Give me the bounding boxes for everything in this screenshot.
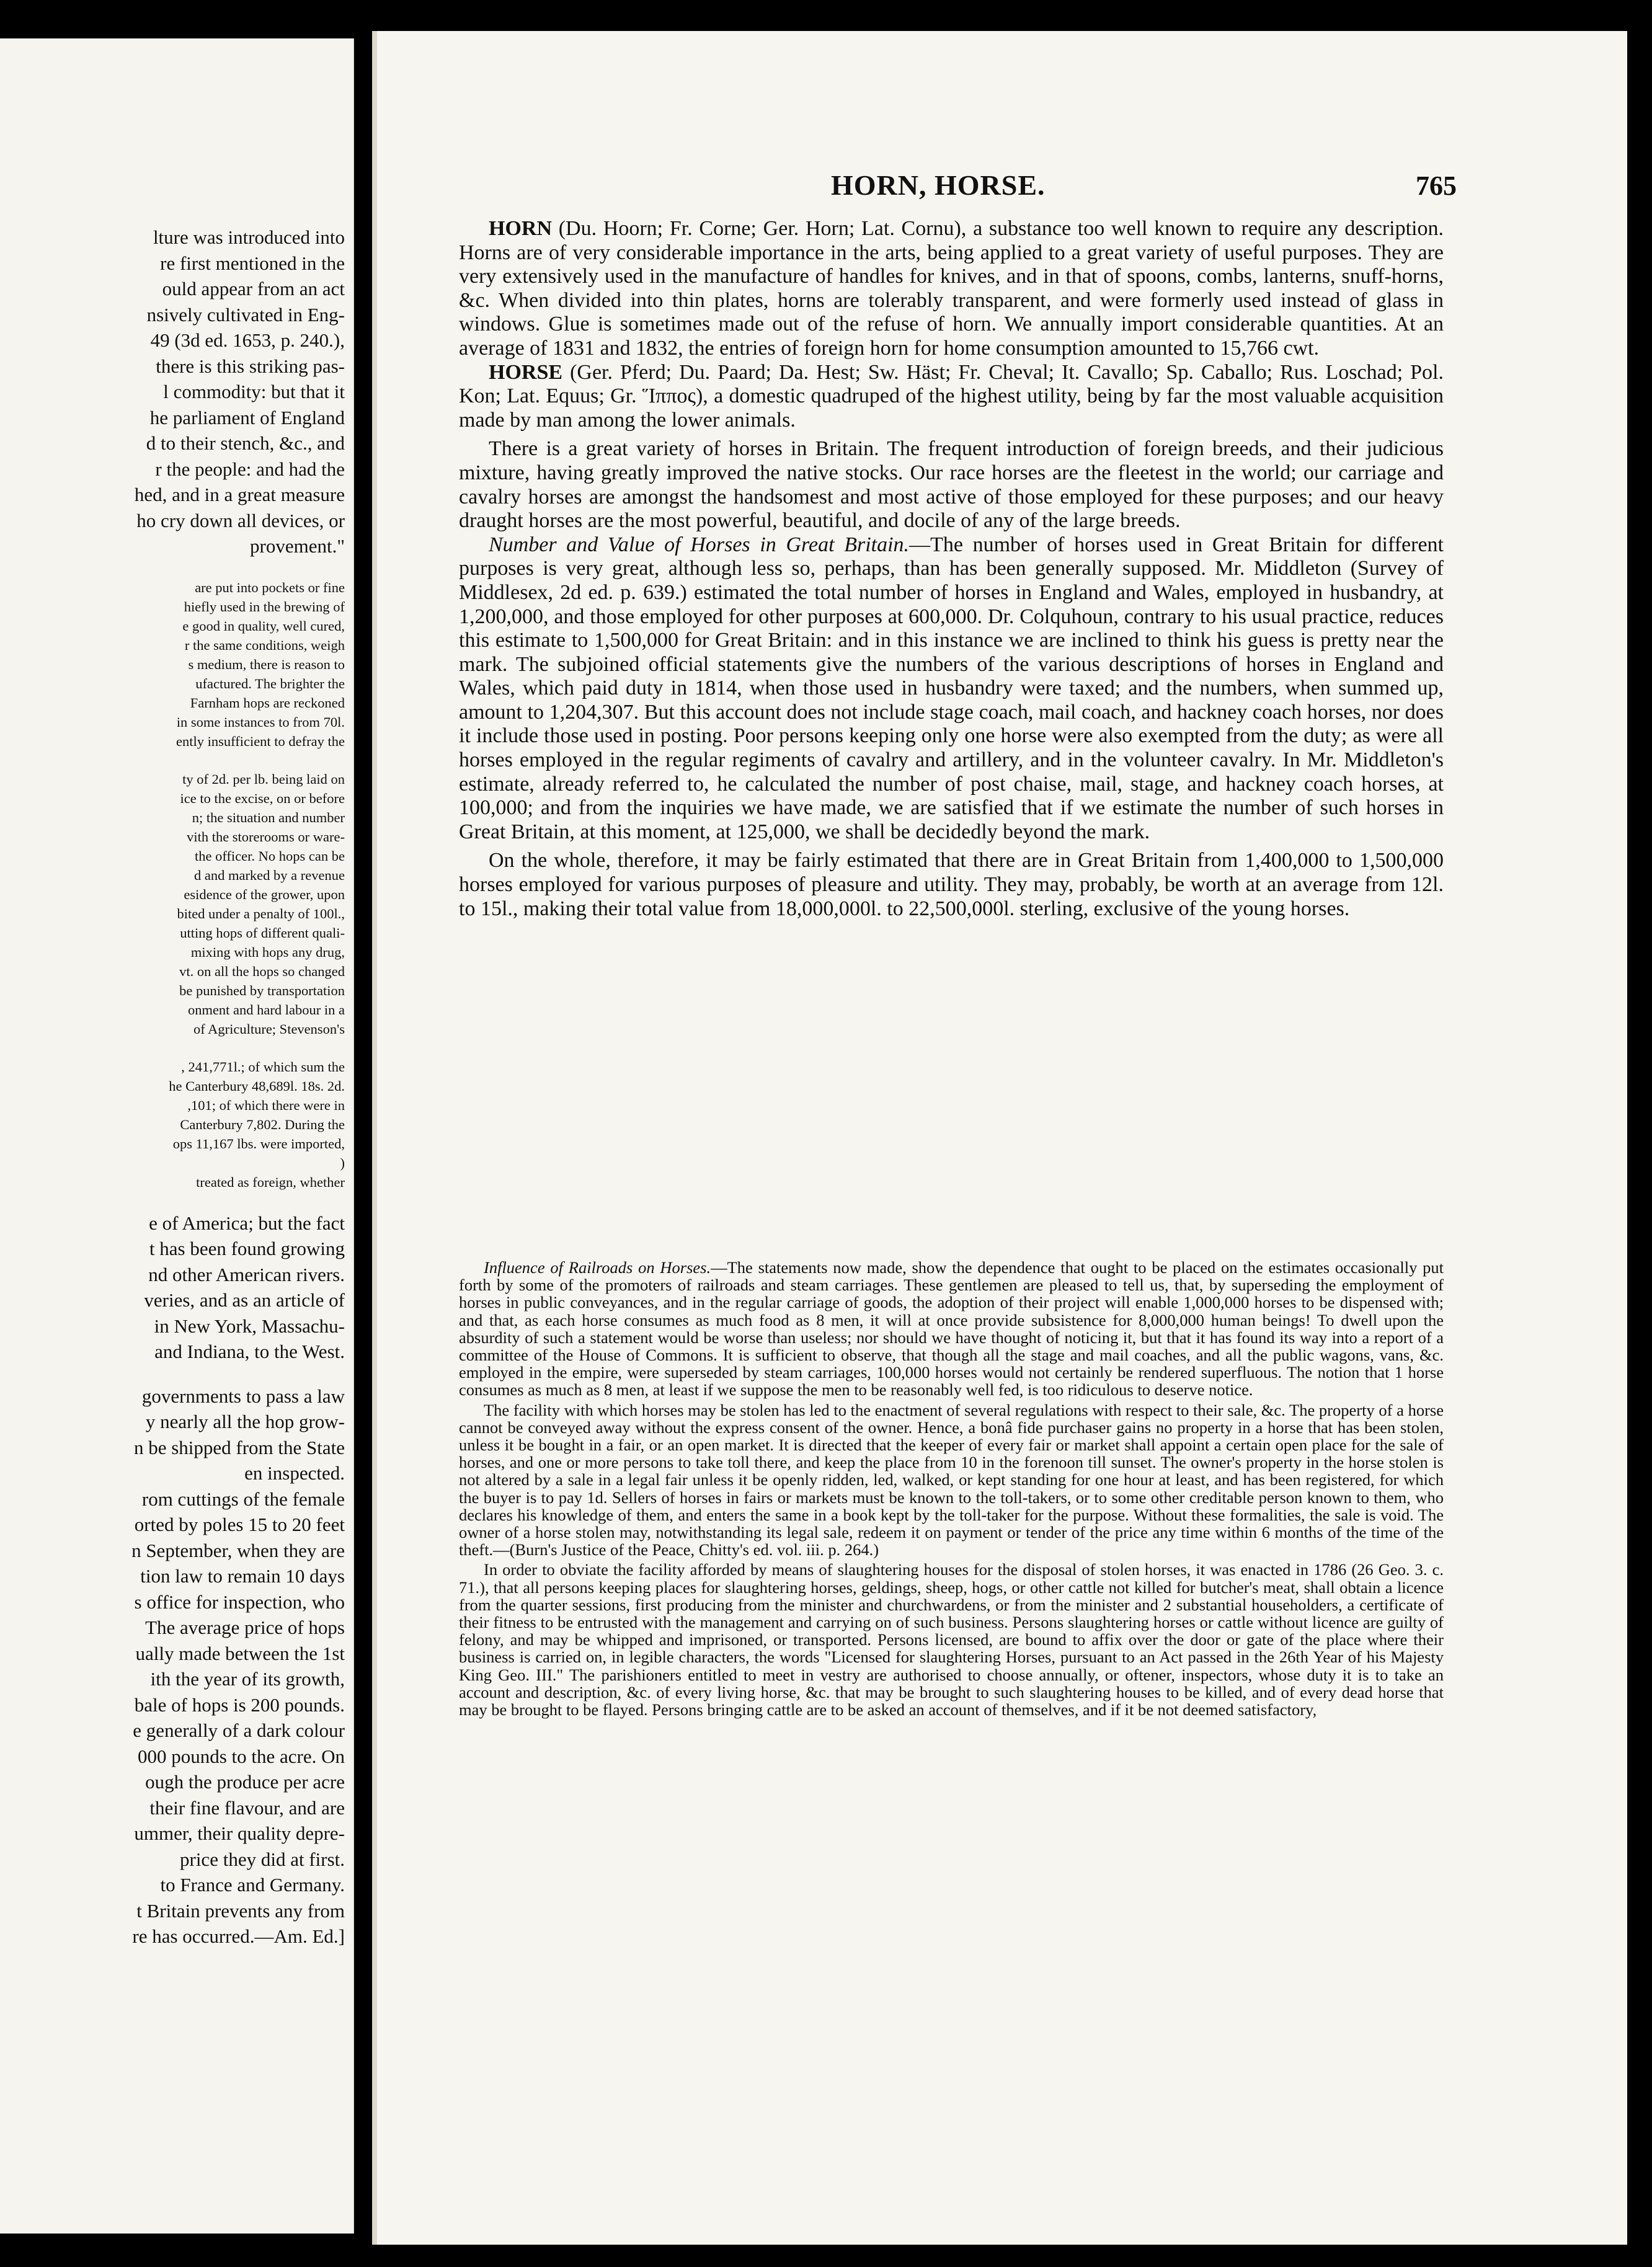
left-page-line: vith the storerooms or ware- — [187, 828, 345, 845]
left-page-line: re first mentioned in the — [160, 252, 345, 274]
left-page-line: ,101; of which there were in — [187, 1097, 345, 1113]
horn-text: (Du. Hoorn; Fr. Corne; Ger. Horn; Lat. Cornu), a substance too well known to require any description. Horns are of very considerable importance in the arts, being applied to a great variety of useful purposes. They are very extensively used in the manufacture of handles for knives, and in that of spoons, combs, lanterns, snuff-horns, &c. When divided into thin plates, horns are tolerably transparent, and were formerly used instead of glass in windows. Glue is sometimes made out of the refuse of horn. We annually import considerable quantities. At an average of 1831 and 1832, the entries of foreign horn for home consumption amounted to 15,766 cwt. — [459, 217, 1444, 360]
left-page-line: r the people: and had the — [155, 458, 345, 480]
left-page-line: veries, and as an article of — [144, 1289, 345, 1311]
left-page-line: ough the produce per acre — [145, 1771, 345, 1793]
left-page-line: ty of 2d. per lb. being laid on — [182, 771, 345, 787]
left-page-line: orted by poles 15 to 20 feet — [134, 1514, 345, 1535]
left-page-line: d and marked by a revenue — [193, 867, 345, 883]
left-page-line: 49 (3d ed. 1653, p. 240.), — [150, 329, 345, 351]
left-page-line: r the same conditions, weigh — [184, 637, 345, 653]
left-page-line: are put into pockets or fine — [195, 579, 345, 595]
left-page-line: utting hops of different quali- — [180, 925, 345, 941]
left-page-text — [0, 224, 345, 1950]
page-number: 765 — [1416, 171, 1457, 201]
horse-text: (Ger. Pferd; Du. Paard; Da. Hest; Sw. Häst; Fr. Cheval; It. Cavallo; Sp. Caballo; Rus. Loschad; Pol. Kon; Lat. Equus; Gr. Ἵππος), a domestic quadruped of the highest utility, being by far the most valuable acquisition made by man among the lower animals. — [459, 360, 1444, 432]
left-block-2 — [0, 578, 345, 751]
left-page-line: provement." — [250, 535, 345, 557]
left-page-line: ently insufficient to defray the — [176, 733, 345, 749]
left-page-line: hiefly used in the brewing of — [184, 598, 345, 614]
left-page-line: ould appear from an act — [162, 278, 345, 299]
left-page-line: ith the year of its growth, — [150, 1668, 345, 1690]
left-block-1 — [0, 224, 345, 559]
left-page-line: d to their stench, &c., and — [146, 432, 345, 454]
left-page-line: bited under a penalty of 100l., — [177, 905, 345, 921]
left-page-line: l commodity: but that it — [163, 381, 345, 402]
left-page-line: in New York, Massachu- — [154, 1315, 345, 1337]
left-page-line: lture was introduced into — [153, 226, 345, 248]
left-page-line: s medium, there is reason to — [188, 656, 345, 672]
left-page-line: ually made between the 1st — [135, 1642, 345, 1664]
left-page-line: nsively cultivated in Eng- — [146, 303, 345, 326]
left-page-line: he parliament of England — [149, 406, 345, 428]
left-block-6 — [0, 1383, 345, 1950]
left-page-line: 000 pounds to the acre. On — [137, 1745, 345, 1767]
left-page-line: , 241,771l.; of which sum the — [181, 1058, 345, 1075]
left-block-5 — [0, 1210, 345, 1365]
left-page-line: esidence of the grower, upon — [184, 886, 345, 902]
left-page-line: treated as foreign, whether — [196, 1174, 345, 1190]
left-page-line: hed, and in a great measure — [134, 484, 345, 505]
left-page-line: e of America; but the fact — [149, 1212, 345, 1234]
left-page-line: ) — [340, 1155, 345, 1171]
slaughter-note: In order to obviate the facility afforded by means of slaughtering houses for the disposal of stolen horses, it was enacted in 1786 (26 Geo. 3. c. 71.), that all persons keeping places for slaughtering horses, geldings, sheep, hogs, or other cattle not killed for butcher's meat, shall obtain a licence from the quarter sessions, first producing from the minister and churchwardens, or from the minister and 2 substantial householders, a certificate of their fitness to be entrusted with the management and carrying on of such business. Persons slaughtering horses or cattle without licence are guilty of felony, and may be whipped and imprisoned, or transported. Persons licensed, are bound to affix over the door or gate of the place where their business is carried on, in legible characters, the words "Licensed for slaughtering Horses, pursuant to an Act passed in the 26th Year of his Majesty King Geo. III." The parishioners entitled to meet in vestry are authorised to choose annually, or oftener, inspectors, whose duty it is to take an account and description, &c. of every living horse, &c. that may be brought to such slaughtering houses to be killed, and of every dead horse that may be brought to be flayed. Persons bringing cattle are to be asked an account of themselves, and if it be not deemed satisfactory, — [459, 1560, 1444, 1719]
left-page-line: rom cuttings of the female — [141, 1488, 345, 1510]
left-page-line: t Britain prevents any from — [136, 1899, 345, 1922]
left-page-line: n September, when they are — [131, 1539, 345, 1561]
number-paragraph — [459, 533, 1444, 845]
left-page-line: Canterbury 7,802. During the — [180, 1116, 345, 1132]
left-page-line: in some instances to from 70l. — [176, 714, 345, 730]
left-page-line: onment and hard labour in a — [187, 1001, 345, 1018]
left-page-line: e good in quality, well cured, — [182, 618, 345, 634]
left-page-line: vt. on all the hops so changed — [179, 963, 345, 979]
left-page-line: and Indiana, to the West. — [154, 1341, 345, 1362]
left-page-line: ice to the excise, on or before — [180, 790, 345, 806]
left-page-line: ho cry down all devices, or — [136, 509, 345, 531]
railroads-heading: Influence of Railroads on Horses. — [484, 1258, 711, 1277]
left-page-line: ummer, their quality depre- — [134, 1822, 345, 1844]
left-page-line: to France and Germany. — [160, 1874, 345, 1896]
left-page-line: t has been found growing — [149, 1238, 345, 1259]
number-text: —The number of horses used in Great Britain for different purposes is very great, although less so, perhaps, than has been generally supposed. Mr. Middleton (Survey of Middlesex, 2d ed. p. 639.) estimated the total number of horses in England and Wales, employed in husbandry, at 1,200,000, and those employed for other purposes at 600,000. Dr. Colquhoun, contrary to his usual practice, reduces this estimate to 1,500,000 for Great Britain: and in this instance we are inclined to think his guess is pretty near the mark. The subjoined official statements give the numbers of the various descriptions of horses in England and Wales, which paid duty in 1814, when those used in husbandry were taxed; and the numbers, when summed up, amount to 1,204,307. But this account does not include stage coach, mail coach, and hackney coach horses, nor does it include those used in posting. Poor persons keeping only one horse were also exempted from the duty; as were all horses employed in the regular regiments of cavalry and artillery, and in the volunteer cavalry. In Mr. Middleton's estimate, already referred to, he calculated the number of post chaise, mail, stage, and hackney coach horses, at 100,000; and from the inquiries we have made, we are satisfied that if we estimate the number of such horses in Great Britain, at this moment, at 125,000, we shall be decidedly beyond the mark. — [459, 533, 1444, 843]
left-page-line: their fine flavour, and are — [149, 1796, 345, 1819]
left-block-4 — [0, 1057, 345, 1192]
left-page-line: mixing with hops any drug, — [190, 944, 345, 960]
number-heading: Number and Value of Horses in Great Britain. — [489, 533, 910, 556]
left-page-line: nd other American rivers. — [148, 1263, 345, 1285]
small-print-notes — [459, 1259, 1444, 1721]
left-page-line: s office for inspection, who — [134, 1590, 345, 1613]
left-page-line: en inspected. — [244, 1462, 345, 1484]
railroads-note — [459, 1259, 1444, 1399]
left-page-line: he Canterbury 48,689l. 18s. 2d. — [169, 1078, 345, 1094]
left-page-line: of Agriculture; Stevenson's — [193, 1021, 345, 1037]
variety-paragraph: There is a great variety of horses in Britain. The frequent introduction of foreign breeds, and their judicious mixture, having greatly improved the native stocks. Our race horses are the fleetest in the world; our carriage and cavalry horses are amongst the handsomest and most active of those employed for these purposes; and our heavy draught horses are the most powerful, beautiful, and docile of any of the large breeds. — [459, 437, 1444, 533]
page-title: HORN, HORSE. — [831, 169, 1046, 201]
horse-entry — [459, 361, 1444, 433]
horse-term: HORSE — [489, 360, 563, 384]
main-text — [459, 217, 1444, 921]
left-page-line: y nearly all the hop grow- — [145, 1411, 345, 1432]
stolen-horses-note: The facility with which horses may be stolen has led to the enactment of several regulations with respect to their sale, &c. The property of a horse cannot be conveyed away without the express consent of the owner. Hence, a bonâ fide purchaser gains no property in a horse that has been stolen, unless it be bought in a fair, or an open market. It is directed that the keeper of every fair or market shall appoint a certain open place for the sale of horses, and one or more persons to take toll there, and keep the place from 10 in the forenoon till sunset. The owner's property in the horse stolen is not altered by a sale in a legal fair unless it be openly ridden, led, walked, or kept standing for one hour at least, and has been registered, for which the buyer is to pay 1d. Sellers of horses in fairs or markets must be known to the toll-takers, or to some other creditable person known to them, who declares his knowledge of them, and enters the same in a book kept by the toll-taker for the purpose. Without these formalities, the sale is void. The owner of a horse stolen may, notwithstanding its legal sale, redeem it on payment or tender of the price any time within 6 months of the time of the theft.—(Burn's Justice of the Peace, Chitty's ed. vol. iii. p. 264.) — [459, 1400, 1444, 1559]
left-page-line: Farnham hops are reckoned — [190, 694, 345, 711]
left-page-line: e generally of a dark colour — [133, 1719, 345, 1741]
left-page-line: the officer. No hops can be — [194, 848, 345, 864]
left-block-3 — [0, 770, 345, 1039]
whole-paragraph: On the whole, therefore, it may be fairly estimated that there are in Great Britain from 1,400,000 to 1,500,000 horses employed for various purposes of pleasure and utility. They may, probably, be worth at an average from 12l. to 15l., making their total value from 18,000,000l. to 22,500,000l. sterling, exclusive of the young horses. — [459, 849, 1444, 920]
left-page-line: be punished by transportation — [179, 982, 345, 998]
left-page-line: governments to pass a law — [141, 1385, 345, 1407]
left-page-line: ufactured. The brighter the — [195, 675, 345, 691]
right-page — [372, 31, 1627, 2245]
left-page-line: price they did at first. — [180, 1848, 345, 1870]
left-page-line: re has occurred.—Am. Ed.] — [132, 1925, 345, 1947]
left-page-line: n be shipped from the State — [133, 1436, 345, 1458]
left-page-fragment — [0, 38, 354, 2234]
left-page-line: n; the situation and number — [192, 809, 345, 825]
left-page-line: tion law to remain 10 days — [140, 1565, 345, 1587]
horn-entry — [459, 217, 1444, 361]
railroads-text: —The statements now made, show the dependence that ought to be placed on the estimates occasionally put forth by some of the promoters of railroads and steam carriages. These gentlemen are pleased to tell us, that, by superseding the employment of horses in public conveyances, and in the regular carriage of goods, the adoption of their project will enable 1,000,000 horses to be dispensed with; and that, as each horse consumes as much food as 8 men, it will at once provide subsistence for 8,000,000 human beings! To dwell upon the absurdity of such a statement would be worse than useless; nor should we have thought of noticing it, but that it has found its way into a report of a committee of the House of Commons. It is sufficient to observe, that though all the stage and mail coaches, and all the public wagons, vans, &c. employed in the empire, were superseded by steam carriages, 100,000 horses would not certainly be rendered superfluous. The notion that 1 horse consumes as much as 8 men, at least if we suppose the men to be reasonably well fed, is too ridiculous to deserve notice. — [459, 1258, 1444, 1400]
page-edge — [372, 31, 377, 2245]
left-page-line: bale of hops is 200 pounds. — [134, 1693, 345, 1716]
left-page-line: there is this striking pas- — [156, 355, 345, 377]
left-page-line: The average price of hops — [145, 1617, 345, 1638]
left-page-line: ops 11,167 lbs. were imported, — [172, 1135, 345, 1151]
horn-term: HORN — [489, 217, 552, 240]
